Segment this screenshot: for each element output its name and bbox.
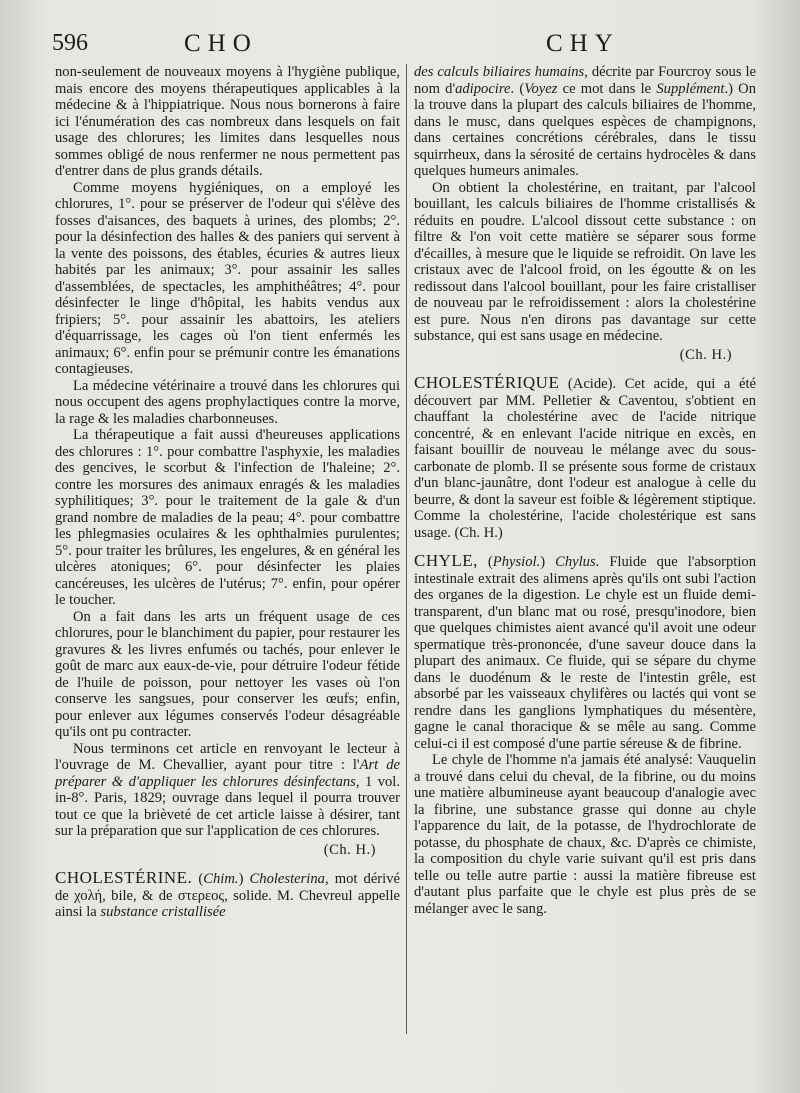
- paragraph: [55, 741, 400, 840]
- column-divider: [406, 64, 407, 1034]
- paragraph: La médecine vétérinaire a trouvé dans les chlorures qui nous occupent des agens prophylactiques contre la morve, la rage & les maladies charbonneuses.: [55, 377, 400, 427]
- author-signature: (Ch. H.): [323, 841, 376, 858]
- left-column: [55, 64, 400, 921]
- text-run: ce mot dans le: [557, 80, 657, 97]
- entry-headword: CHYLE,: [414, 551, 478, 570]
- paragraph: On a fait dans les arts un fréquent usage de ces chlorures, pour le blanchiment du papier, pour restaurer les gravures & les livres enfumés ou tachés, pour enlever le goût de marc aux eaux-de-vie, pour détruire l'odeur fétide de l'huile de poisson, pour nettoyer les vases où l'on conserve les sangsues, pour conserver les œufs; enfin, pour enlever aux légumes conservés l'odeur désagréable qu'ils ont pu contracter.: [55, 608, 400, 740]
- text-run: , décrite par Fourcroy sous le nom d': [414, 64, 756, 97]
- paragraph: On obtient la cholestérine, en traitant, par l'alcool bouillant, les calculs biliaires de l'homme cristallisés & réduits en poudre. L'alcool dissout cette substance : on filtre & l'on voit cette matière se séparer sous forme d'écailles, à mesure que le liquide se refroidit. On lave les cristaux avec de l'alcool froid, on les égoutte & on les redissout dans l'alcool bouillant, pour les faire cristalliser de nouveau par le refroidissement : alors la cholestérine est pure. Nous n'en dirons pas davantage sur cette substance, qui est sans usage en médecine.: [414, 179, 756, 344]
- entry-domain: Chim.: [203, 871, 239, 887]
- paragraph: Comme moyens hygiéniques, on a employé les chlorures, 1°. pour se préserver de l'odeur qui s'élève des fosses d'aisances, des baquets à urines, des plombs; 2°. pour la désinfection des halles & des paniers qui servent à la vente des poissons, des étables, écuries & autres lieux habités par les animaux; 3°. pour assainir les salles d'assemblées, de spectacles, les amphithéâtres; 4°. pour désinfecter le linge d'hôpital, les habits vendus aux fripiers; 5°. pour assainir les abattoirs, les ateliers d'équarrissage, les cages où l'on tient enfermés les animaux; 6°. enfin pour se prémunir contre les émanations contagieuses.: [55, 179, 400, 377]
- paragraph: [414, 64, 756, 180]
- paragraph: La thérapeutique a fait aussi d'heureuses applications des chlorures : 1°. pour combattre l'asphyxie, les maladies des gencives, le scorbut & l'infection de l'haleine; 2°. contre les morsures des animaux enragés & les maladies syphilitiques; 3°. pour le traitement de la gale & d'un grand nombre de maladies de la peau; 4°. pour combattre les phlegmasies oculaires & les ophthalmies purulentes; 5°. pour traiter les brûlures, les engelures, & en général les ulcères atoniques; 6°. pour désinfecter les plaies cancéreuses, les ulcères de l'utérus; 7°. enfin, pour opérer le toucher.: [55, 427, 400, 608]
- text-run: (Acide). Cet acide, qui a été découvert par MM. Pelletier & Caventou, s'obtient en chauffant la cholestérine avec de l'acide nitrique concentré, & en enlevant l'acide nitrique en excès, en faisant bouillir de nouveau le mélange avec du sous-carbonate de plomb. Il se présente sous forme de cristaux d'un blanc-jaunâtre, dont l'odeur est analogue à celle du beurre, & dont la saveur est foible & légèrement stiptique. Comme la cholestérine, l'acide cholestérique est sans usage.: [414, 376, 756, 541]
- author-signature: (Ch. H.): [454, 524, 503, 541]
- text-run: ): [238, 871, 250, 887]
- text-run-italic: substance cristallisée: [100, 904, 226, 920]
- text-run-italic: adipocire: [455, 80, 511, 97]
- dictionary-entry: [55, 870, 400, 921]
- paragraph: Le chyle de l'homme n'a jamais été analysé: Vauquelin a trouvé dans celui du cheval, de la fibrine, ou du moins une matière albumineuse ayant beaucoup d'analogie avec la fibrine, une substance grasse qui donne au chyle l'apparence du lait, de la potasse, de l'hydrochlorate de potasse, du phosphate de chaux, &c. D'après ce chimiste, la composition du chyle varie suivant qu'il est pris dans telle ou telle autre partie : aussi la matière fibreuse est d'autant plus parfaite que le chyle est plus près de se mélanger avec le sang.: [414, 752, 756, 917]
- text-run: . (: [510, 80, 525, 97]
- paragraph: non-seulement de nouveaux moyens à l'hygiène publique, mais encore des moyens thérapeutiques applicables à la médecine & à l'hippiatrique. Nous nous bornerons à faire ici l'énumération des cas nombreux dans lesquels on fait usage des chlorures; les limites dans lesquelles nous sommes obligé de nous renfermer ne nous permettent pas d'entrer dans de plus grands détails.: [55, 64, 400, 179]
- entry-headword: CHOLESTÉRIQUE: [414, 373, 560, 392]
- text-run: (: [192, 871, 204, 887]
- text-run: . Fluide que l'absorption intestinale extrait des alimens après qu'ils ont subi l'action des organes de la digestion. Le chyle est un fluide demi-transparent, d'un blanc mat ou rosé, presqu'inodore, bien que quelques chimistes aient avancé qu'il avoit une odeur spermatique très-prononcée, d'une saveur douce dans la plupart des animaux. Ce fluide, qui se sépare du chyme dans le duodénum & le reste de l'intestin grêle, est absorbé par les vaisseaux chylifères ou lactés qui vont se rendre dans les ganglions lymphatiques du mésentère, gagne le canal thoracique & se mêle au sang. Comme celui-ci il est composé d'une partie séreuse & de fibrine.: [414, 554, 756, 752]
- entry-headword: CHOLESTÉRINE.: [55, 868, 193, 887]
- entry-latin-name: Cholesterina: [249, 871, 325, 887]
- left-running-head: CHO: [184, 30, 258, 57]
- book-title: Art de préparer & d'appliquer les chlorures désinfectans: [55, 757, 400, 790]
- text-run-italic: des calculs biliaires humains: [414, 64, 585, 80]
- text-run: , mot dérivé de χολή, bile, & de στερεος, solide. M. Chevreul appelle ainsi la: [55, 871, 400, 920]
- entry-domain: Physiol.: [492, 554, 541, 570]
- text-run: .) On la trouve dans la plupart des calculs biliaires de l'homme, dans le musc, dans quelques espèces de champignons, dans certaines concrétions cérébrales, dans le tissu squirrheux, dans la sérosité de certains hydrocèles & dans quelques humeurs animales.: [414, 80, 756, 179]
- page-number: 596: [52, 30, 88, 56]
- dictionary-entry: [414, 375, 756, 541]
- right-running-head: CHY: [546, 30, 620, 57]
- dictionary-entry: [414, 553, 756, 752]
- text-run-italic: Voyez: [524, 80, 558, 97]
- text-run: , 1 vol. in-8°. Paris, 1829; ouvrage dans lequel il pourra trouver tout ce que la brièveté de cet article laisse à désirer, tant sur la préparation que sur l'application de ces chlorures.: [55, 773, 400, 839]
- text-run-italic: Supplément: [656, 80, 725, 97]
- author-signature: (Ch. H.): [679, 346, 732, 363]
- text-run: ): [540, 554, 556, 570]
- running-header: [52, 30, 760, 60]
- entry-latin-name: Chylus: [555, 554, 596, 570]
- text-run: (: [477, 554, 493, 570]
- text-run: Nous terminons cet article en renvoyant le lecteur à l'ouvrage de M. Chevallier, ayant pour titre : l': [55, 740, 400, 773]
- right-column: [414, 64, 756, 917]
